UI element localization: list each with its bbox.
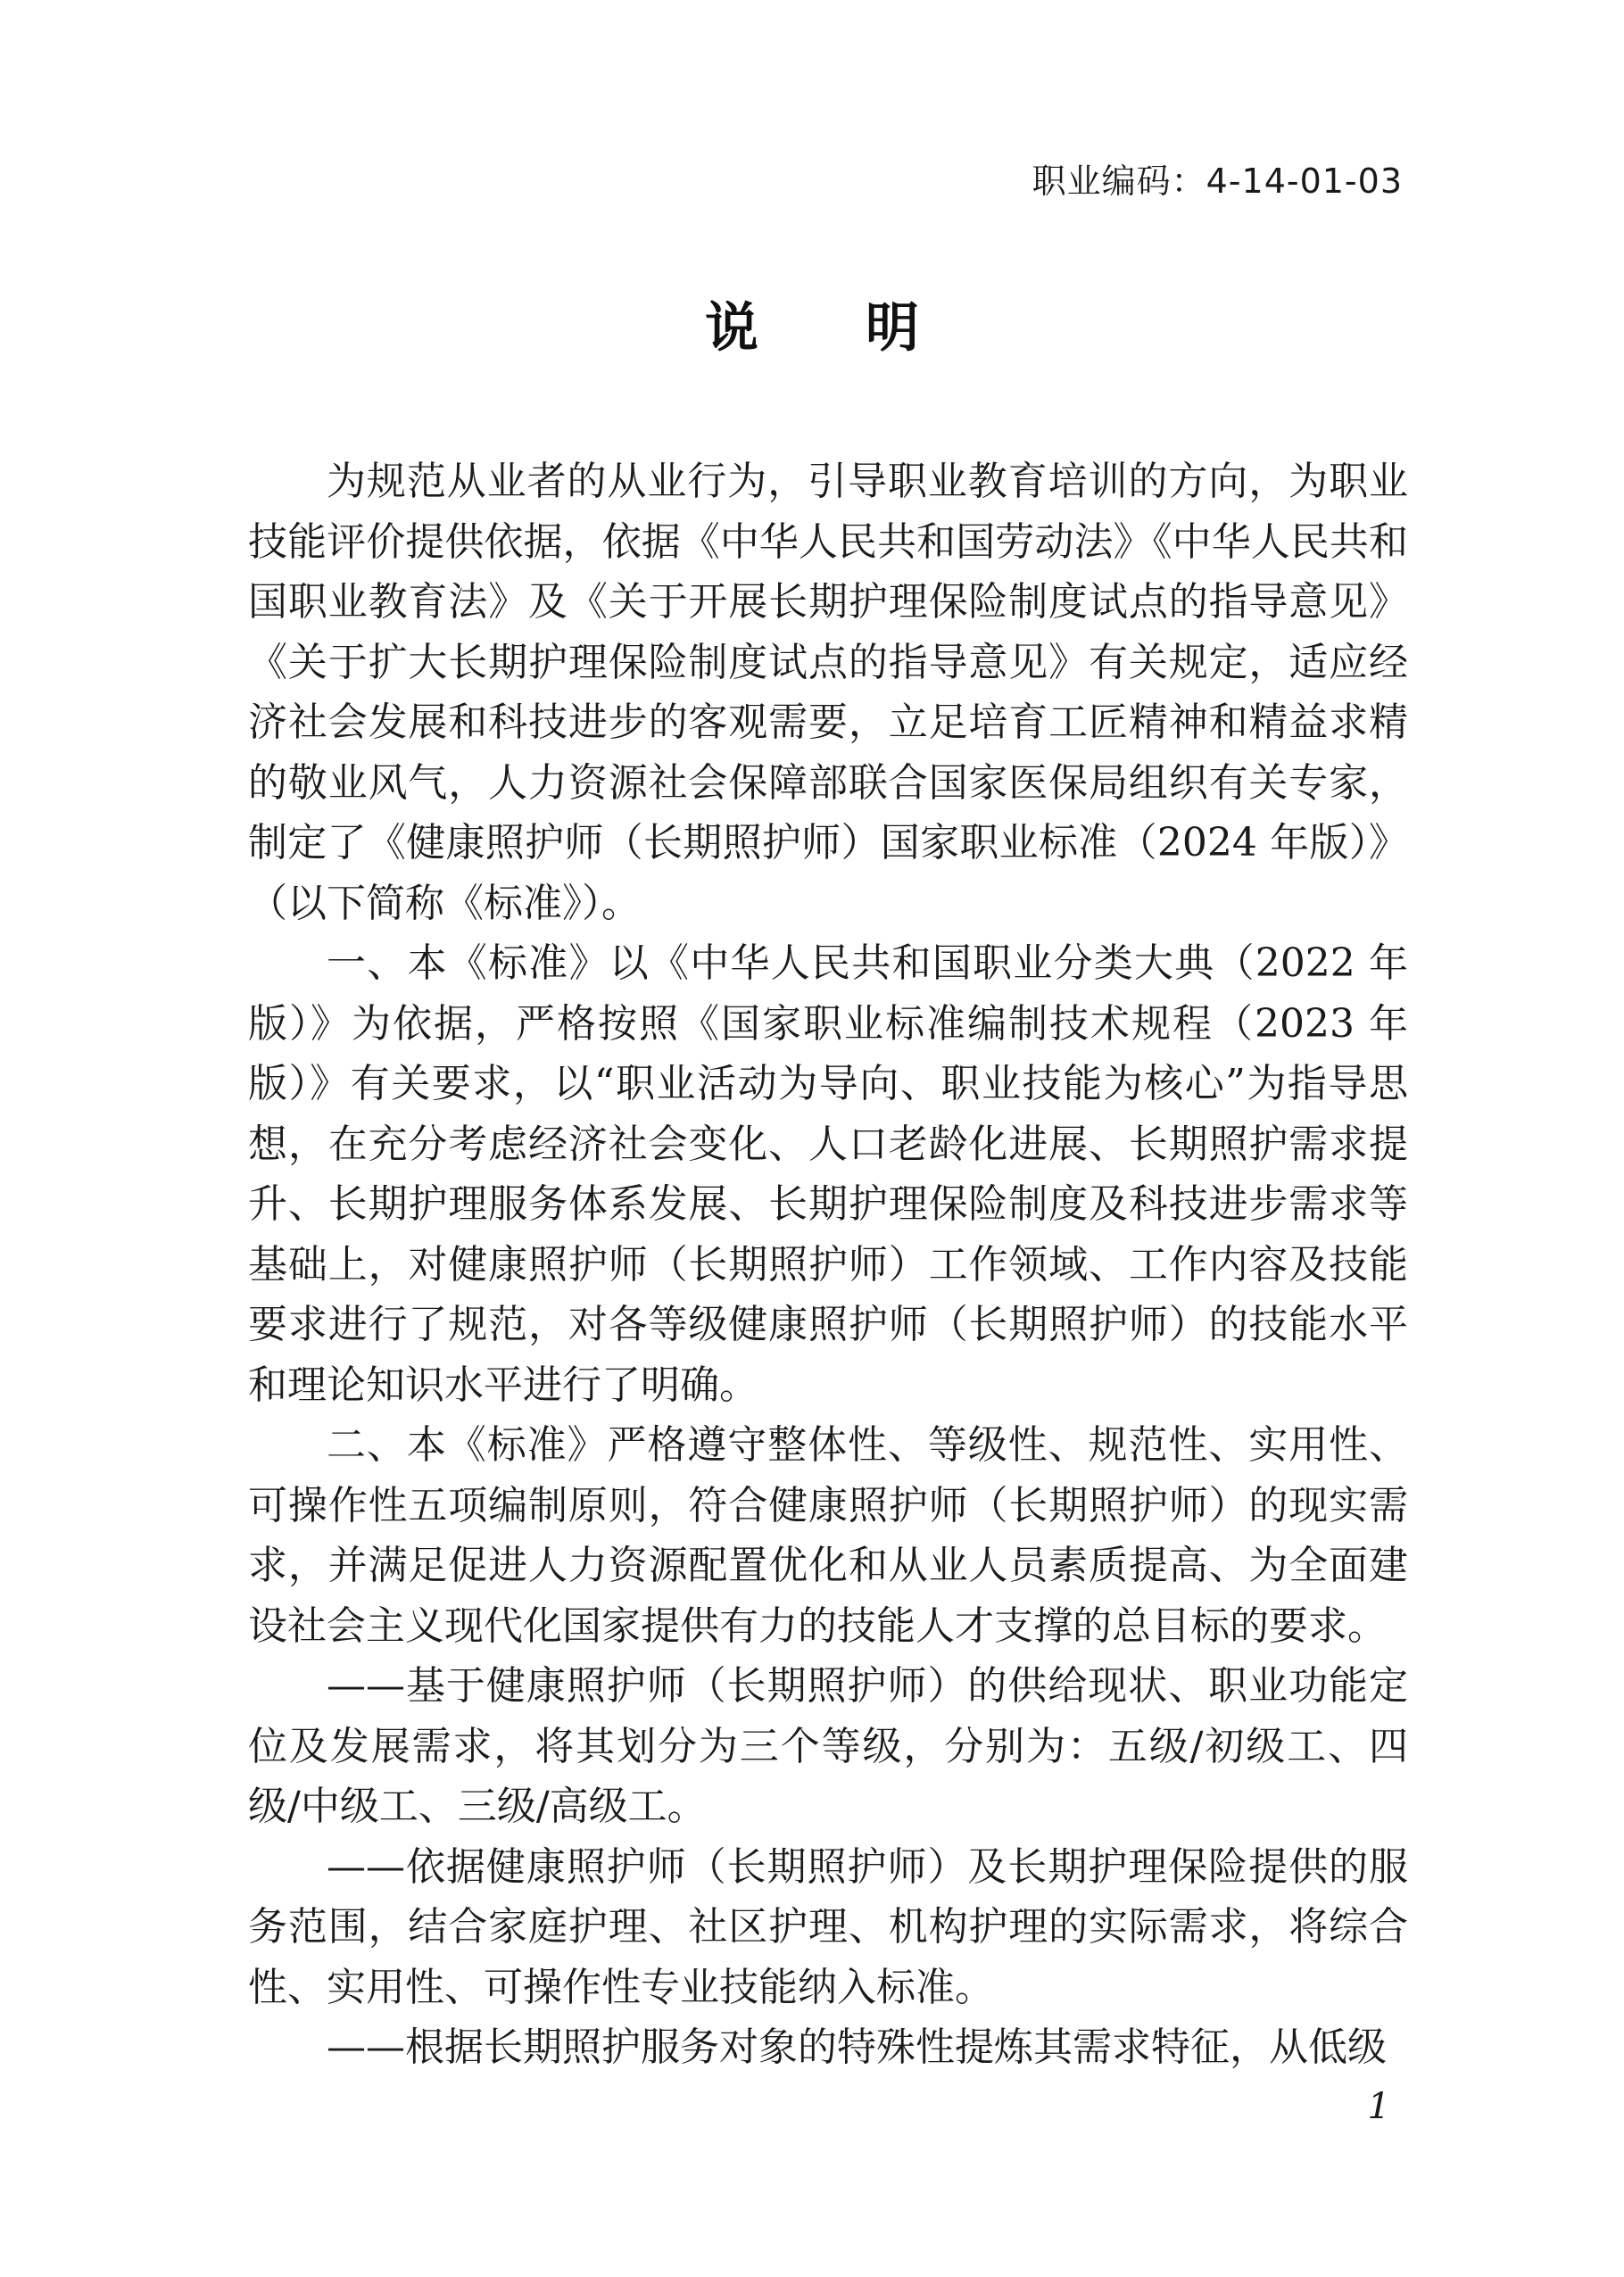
paragraph-dash-levels: ——基于健康照护师（长期照护师）的供给现状、职业功能定位及发展需求，将其划分为三个等级，分别为：五级/初级工、四级/中级工、三级/高级工。: [248, 1663, 1408, 1829]
page-number: 1: [1367, 2086, 1390, 2127]
document-body: [248, 451, 1408, 2078]
paragraph-intro: 为规范从业者的从业行为，引导职业教育培训的方向，为职业技能评价提供依据，依据《中华人民共和国劳动法》《中华人民共和国职业教育法》及《关于开展长期护理保险制度试点的指导意见》《关于扩大长期护理保险制度试点的指导意见》有关规定，适应经济社会发展和科技进步的客观需要，立足培育工匠精神和精益求精的敬业风气，人力资源社会保障部联合国家医保局组织有关专家，制定了《健康照护师（长期照护师）国家职业标准（2024 年版）》（以下简称《标准》）。: [248, 459, 1408, 926]
paragraph-dash-needs: ——根据长期照护服务对象的特殊性提炼其需求特征，从低级: [327, 2024, 1387, 2070]
occupation-code: 职业编码：4-14-01-03: [1032, 161, 1403, 201]
paragraph-point-two: 二、本《标准》严格遵守整体性、等级性、规范性、实用性、可操作性五项编制原则，符合健康照护师（长期照护师）的现实需求，并满足促进人力资源配置优化和从业人员素质提高、为全面建设社会主义现代化国家提供有力的技能人才支撑的总目标的要求。: [248, 1422, 1408, 1649]
page-title: 说明: [705, 297, 1026, 360]
paragraph-point-one: 一、本《标准》以《中华人民共和国职业分类大典（2022 年版）》为依据，严格按照《国家职业标准编制技术规程（2023 年版）》有关要求，以“职业活动为导向、职业技能为核心”为指导思想，在充分考虑经济社会变化、人口老龄化进展、长期照护需求提升、长期护理服务体系发展、长期护理保险制度及科技进步需求等基础上，对健康照护师（长期照护师）工作领域、工作内容及技能要求进行了规范，对各等级健康照护师（长期照护师）的技能水平和理论知识水平进行了明确。: [248, 940, 1408, 1408]
paragraph-dash-scope: ——依据健康照护师（长期照护师）及长期护理保险提供的服务范围，结合家庭护理、社区护理、机构护理的实际需求，将综合性、实用性、可操作性专业技能纳入标准。: [248, 1843, 1408, 2010]
